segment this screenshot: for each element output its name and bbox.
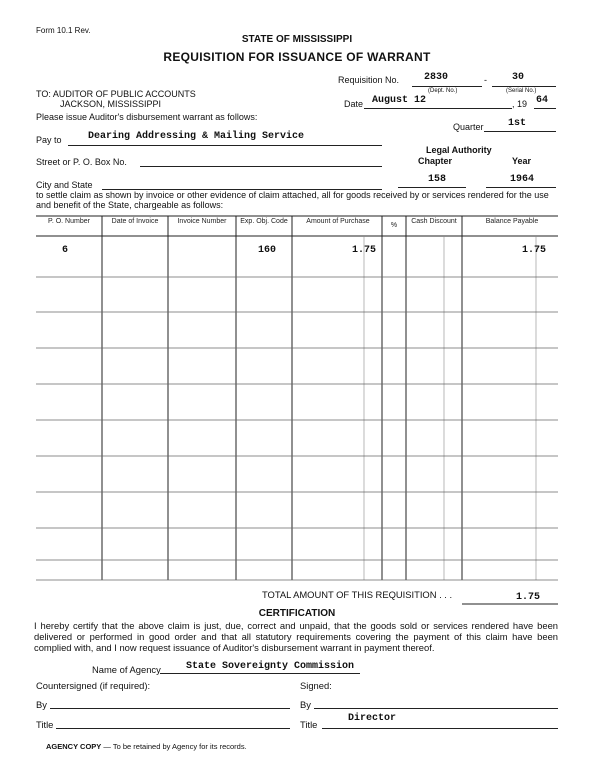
col-header-discount: Cash Discount	[411, 218, 457, 225]
signed-label: Signed:	[300, 680, 332, 691]
col-header-code: Exp. Obj. Code	[240, 218, 288, 225]
settle-text: to settle claim as shown by invoice or other evidence of claim attached, all for goods received by or services rendered for the use and benefit of the State, chargeable as follows:	[36, 190, 549, 210]
year-value[interactable]: 64	[536, 95, 549, 106]
footer-text: — To be retained by Agency for its records.	[103, 742, 247, 751]
legal-year-value[interactable]: 1964	[510, 174, 535, 185]
form-title: REQUISITION FOR ISSUANCE OF WARRANT	[163, 50, 431, 64]
row1-code[interactable]: 160	[258, 245, 277, 256]
col-header-amount: Amount of Purchase	[306, 218, 370, 225]
quarter-label: Quarter	[453, 122, 484, 132]
state-heading: STATE OF MISSISSIPPI	[241, 34, 353, 45]
requisition-label: Requisition No.	[338, 75, 400, 85]
col-header-date: Date of Invoice	[111, 218, 159, 225]
year-line	[534, 108, 556, 109]
signed-by-label: By	[300, 699, 311, 710]
row1-po[interactable]: 6	[62, 245, 69, 256]
footer-note	[46, 742, 247, 751]
signed-title-value[interactable]: Director	[348, 713, 397, 724]
serial-no-caption: (Serial No.)	[506, 88, 537, 94]
to-line-3: Please issue Auditor's disbursement warrant as follows:	[36, 112, 258, 122]
quarter-value[interactable]: 1st	[508, 118, 527, 129]
certification-title: CERTIFICATION	[258, 608, 336, 619]
form-number: Form 10.1 Rev.	[36, 26, 91, 35]
year-col-label: Year	[512, 156, 532, 166]
quarter-line	[484, 131, 556, 132]
legal-year-line	[486, 187, 556, 188]
agency-label: Name of Agency	[92, 664, 161, 675]
signed-title-label: Title	[300, 719, 318, 730]
to-line-2: JACKSON, MISSISSIPPI	[60, 99, 162, 109]
serial-no-value[interactable]: 30	[512, 72, 525, 83]
countersigned-label: Countersigned (if required):	[36, 680, 151, 691]
agency-value[interactable]: State Sovereignty Commission	[186, 661, 355, 672]
dept-no-line	[412, 86, 482, 87]
chapter-line	[398, 187, 466, 188]
agency-line	[160, 673, 360, 674]
pay-to-line	[68, 145, 382, 146]
pay-to-value[interactable]: Dearing Addressing & Mailing Service	[88, 131, 305, 142]
countersign-title-line	[56, 728, 290, 729]
row1-amount[interactable]: 1.75	[352, 245, 377, 256]
certification-text: I hereby certify that the above claim is just, due, correct and unpaid, that the goods sold or services rendered have been delivered or performed in good order and that all statutory requirements covering the payment of this claim have been complied with, and I now request issuance of Auditor's disbursement warrant in payment thereof.	[34, 620, 558, 653]
footer-bold: AGENCY COPY	[46, 742, 102, 751]
serial-no-line	[492, 86, 556, 87]
year-prefix: , 19	[512, 99, 528, 109]
col-header-balance: Balance Payable	[485, 218, 539, 225]
chapter-value[interactable]: 158	[428, 174, 447, 185]
street-line	[140, 166, 382, 167]
date-line	[364, 108, 512, 109]
street-label: Street or P. O. Box No.	[36, 157, 127, 167]
total-label: TOTAL AMOUNT OF THIS REQUISITION . . .	[262, 589, 453, 600]
chapter-label: Chapter	[418, 156, 453, 166]
dept-no-value[interactable]: 2830	[424, 72, 449, 83]
col-header-invoice: Invoice Number	[177, 218, 227, 225]
pay-to-label: Pay to	[36, 135, 62, 145]
date-value[interactable]: August 12	[372, 95, 427, 106]
dept-no-caption: (Dept. No.)	[428, 88, 458, 94]
row1-balance[interactable]: 1.75	[522, 245, 547, 256]
city-label: City and State	[36, 180, 93, 190]
signed-by-line	[314, 708, 558, 709]
countersign-by-line	[50, 708, 290, 709]
dash-separator: -	[484, 75, 487, 85]
countersign-by-label: By	[36, 699, 47, 710]
countersign-title-label: Title	[36, 719, 54, 730]
date-label: Date	[344, 99, 364, 109]
col-header-percent: %	[390, 222, 398, 229]
col-header-po: P. O. Number	[48, 218, 90, 225]
total-value[interactable]: 1.75	[516, 592, 541, 603]
signed-title-line	[322, 728, 558, 729]
legal-authority-title: Legal Authority	[426, 145, 492, 155]
to-line-1: TO: AUDITOR OF PUBLIC ACCOUNTS	[36, 89, 196, 99]
